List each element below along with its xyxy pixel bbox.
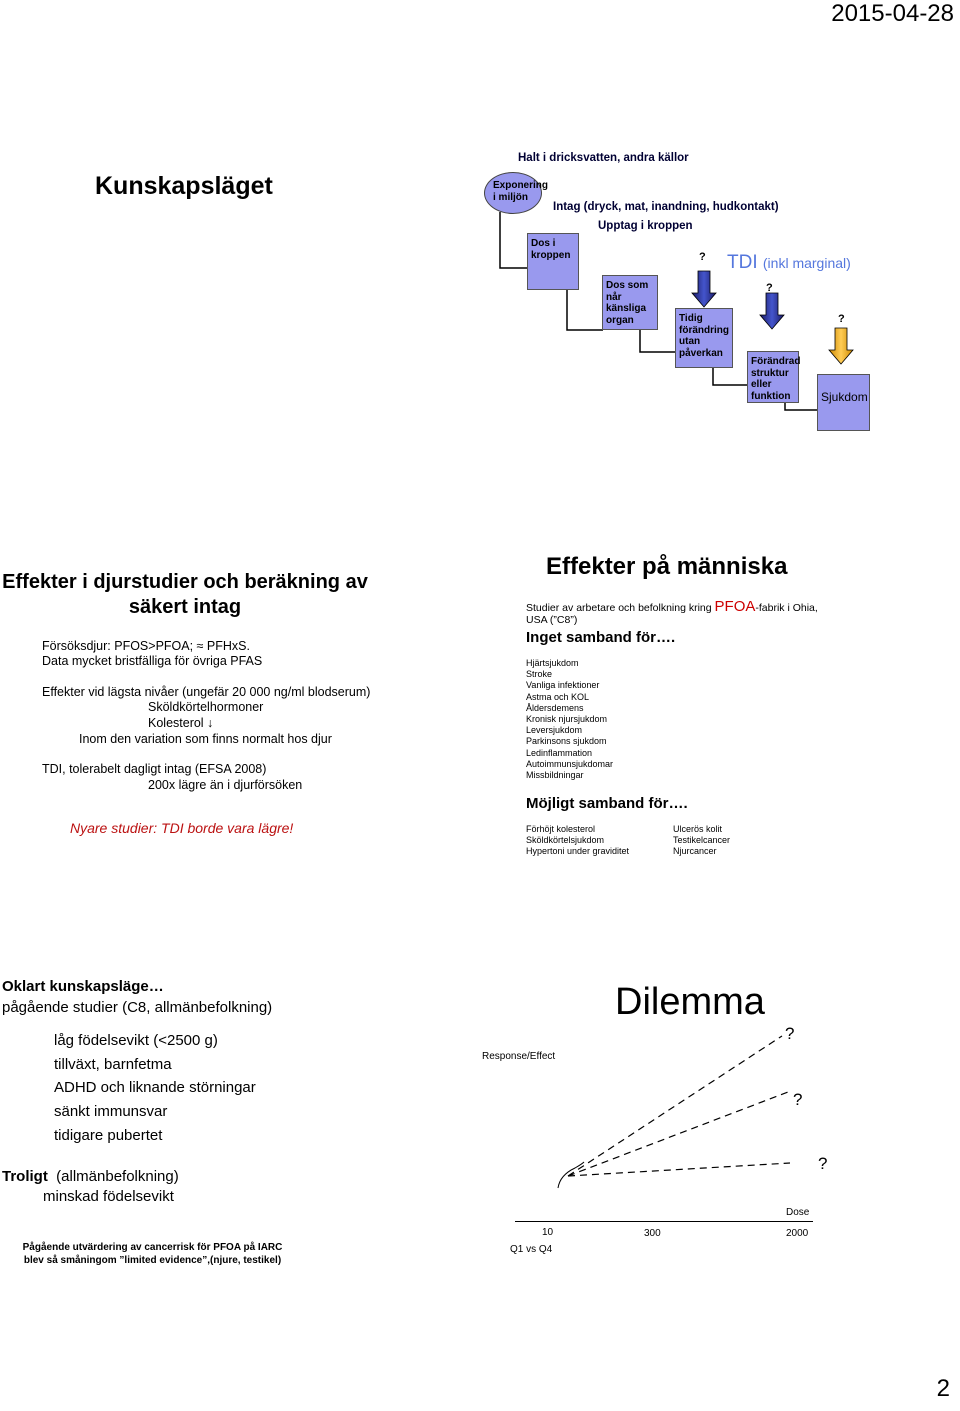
x-axis [515,1221,813,1222]
x-tick-label: 300 [644,1228,661,1239]
slide2-text: TDI, tolerabelt dagligt intag (EFSA 2008) [42,762,267,776]
disease-box: Sjukdom [817,374,870,431]
slide4-items: låg födelsevikt (<2500 g) tillväxt, barnfetma ADHD och liknande störningar sänkt immunsvar tidigare pubertet [54,1032,256,1144]
slide2-text: Data mycket bristfälliga för övriga PFAS [42,654,263,668]
early-change-box: Tidig förändring utan påverkan [675,308,733,368]
source-label: Halt i dricksvatten, andra källor [518,152,689,164]
series-endpoint-label: ? [793,1090,803,1109]
slide4-heading: Oklart kunskapsläge… [2,978,164,995]
question-mark: ? [699,251,706,263]
dose-organ-box: Dos som når känsliga organ [602,275,658,330]
intake-label: Intag (dryck, mat, inandning, hudkontakt) [553,201,779,213]
x-tick-label: 2000 [786,1228,809,1239]
y-axis-label: Response/Effect [482,1051,556,1062]
series-endpoint-label: ? [785,1024,795,1043]
down-arrow-icon [829,328,853,364]
dose-response-line [568,1092,788,1176]
possible-association-heading: Möjligt samband för…. [526,795,688,812]
uptake-label: Upptag i kroppen [598,220,693,232]
likely-item: minskad födelsevikt [43,1188,174,1205]
flow-connector [640,330,676,352]
flow-connector [500,212,528,268]
possible-association-list-right: Ulcerös kolit Testikelcancer Njurcancer [673,824,731,857]
series-endpoint-label: ? [818,1154,828,1173]
down-arrow-icon [692,271,716,307]
slide4-subheading: pågående studier (C8, allmänbefolkning) [2,999,273,1016]
possible-association-list-left: Förhöjt kolesterol Sköldkörtelsjukdom Hypertoni under graviditet [526,824,630,857]
slide3-intro: Studier av arbetare och befolkning kring PFOA-fabrik i Ohia, USA (”C8”) [526,598,818,626]
slide2-text: Försöksdjur: PFOS>PFOA; ≈ PFHxS. [42,639,250,653]
slide3-title: Effekter på människa [546,553,788,580]
x-tick-label: 10 [542,1227,554,1238]
dose-response-line [568,1163,790,1176]
flow-connector [785,402,818,410]
tdi-label: TDI (inkl marginal) [727,252,851,273]
slide1-title: Kunskapsläget [95,172,273,200]
changed-structure-box: Förändrad struktur eller funktion [747,351,799,403]
slide2-note: Nyare studier: TDI borde vara lägre! [70,820,294,836]
down-arrow-icon [760,293,784,329]
dilemma-chart [480,1020,840,1220]
dose-body-box: Dos i kroppen [527,233,579,290]
dilemma-title: Dilemma [615,981,765,1023]
slide2-text: Kolesterol ↓ [148,716,214,730]
slide2-title: Effekter i djurstudier och beräkning av säkert intag [2,571,368,618]
question-mark: ? [838,313,845,325]
slide2-text: 200x lägre än i djurförsöken [148,778,303,792]
page-date: 2015-04-28 [831,0,954,27]
exposure-oval: Exponering i miljön [484,172,542,214]
no-association-list: Hjärtsjukdom Stroke Vanliga infektioner Astma och KOL Åldersdemens Kronisk njursjukdom Leversjukdom Parkinsons sjukdom Ledinflammation Autoimmunsjukdomar Missbildningar [526,658,614,781]
flow-connector [567,290,603,330]
slide2-text: Inom den variation som finns normalt hos djur [79,732,332,746]
page-number: 2 [936,1375,950,1402]
x-tick-sublabel: Q1 vs Q4 [510,1244,553,1255]
slide1-flow-diagram [0,0,960,450]
question-mark: ? [766,282,773,294]
flow-connector [713,368,748,385]
x-axis-label: Dose [786,1207,810,1218]
likely-line: Troligt (allmänbefolkning) [2,1168,179,1185]
slide2-text: Effekter vid lägsta nivåer (ungefär 20 000 ng/ml blodserum) [42,685,371,699]
slide2-text: Sköldkörtelhormoner [148,700,264,714]
no-association-heading: Inget samband för…. [526,629,676,646]
slide4-footer: Pågående utvärdering av cancerrisk för PFOA på IARC blev så småningom ”limited evidence”,(njure, testikel) [22,1242,283,1266]
